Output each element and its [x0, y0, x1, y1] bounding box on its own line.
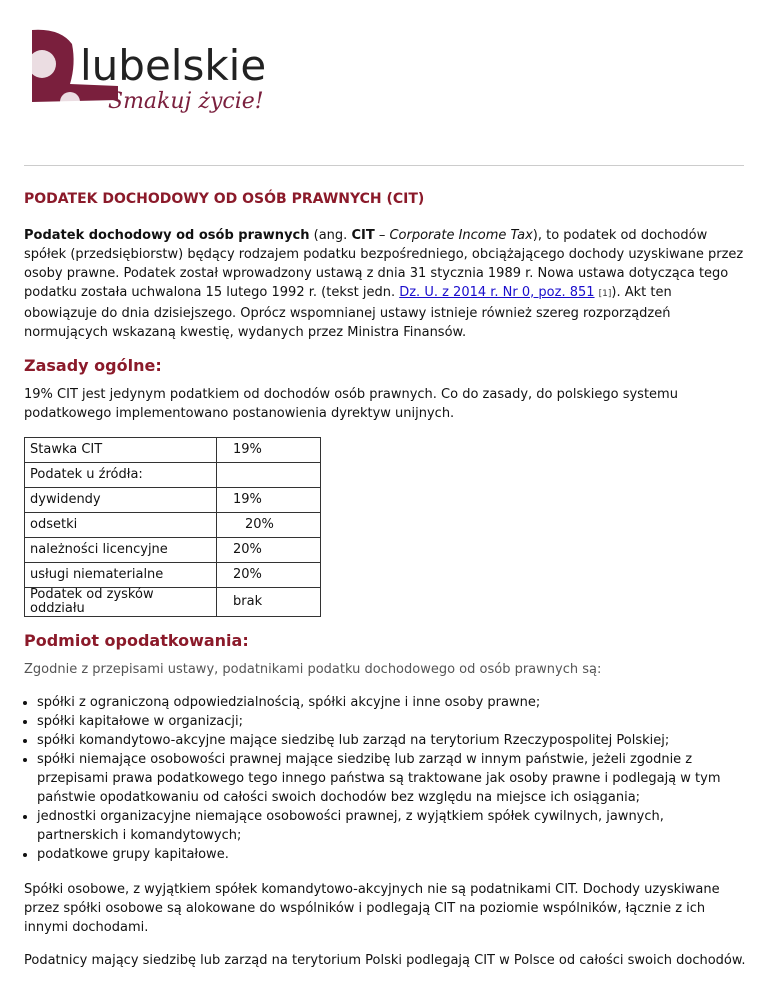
residents-paragraph: Podatnicy mający siedzibę lub zarząd na terytorium Polski podlegają CIT w Polsce od całości swoich dochodów. [24, 953, 746, 968]
taxpayers-list [24, 693, 746, 864]
general-paragraph: 19% CIT jest jedynym podatkiem od dochodów osób prawnych. Co do zasady, do polskiego systemu podatkowego implementowano postanowienia dyrektyw unijnych. [24, 387, 678, 421]
table-row [25, 513, 321, 538]
rate-label: odsetki [25, 513, 217, 538]
svg-text:lubelskie: lubelskie [80, 41, 267, 90]
section-heading-taxpayers: Podmiot opodatkowania: [24, 631, 249, 650]
table-row [25, 538, 321, 563]
list-item: • jednostki organizacyjne niemające osobowości prawnej, z wyjątkiem spółek cywilnych, jawnych, partnerskich i komandytowych; [37, 807, 746, 845]
rate-value: 19% [217, 488, 321, 513]
rate-label: usługi niematerialne [25, 563, 217, 588]
partnerships-paragraph: Spółki osobowe, z wyjątkiem spółek komandytowo-akcyjnych nie są podatnikami CIT. Dochody uzyskiwane przez spółki osobowe są alokowane do wspólników i podlegają CIT na poziomie wspólników, łącznie z ich innymi dochodami. [24, 882, 720, 935]
rate-label: Podatek u źródła: [25, 463, 217, 488]
page-title: PODATEK DOCHODOWY OD OSÓB PRAWNYCH (CIT) [24, 191, 425, 207]
rate-label: Stawka CIT [25, 438, 217, 463]
rate-label: Podatek od zysków oddziału [25, 588, 217, 617]
list-item: • spółki z ograniczoną odpowiedzialnością, spółki akcyjne i inne osoby prawne; [37, 693, 746, 712]
taxpayers-lead: Zgodnie z przepisami ustawy, podatnikami podatku dochodowego od osób prawnych są: [24, 662, 602, 677]
rates-table [24, 437, 321, 617]
rate-value: 20% [217, 513, 321, 538]
rate-value [217, 463, 321, 488]
table-row [25, 463, 321, 488]
rate-label: należności licencyjne [25, 538, 217, 563]
intro-paragraph: Podatek dochodowy od osób prawnych (ang. CIT – Corporate Income Tax), to podatek od dochodów spółek (przedsiębiorstw) będący rodzajem podatku bezpośredniego, obciążającego dochody uzyskiwane przez osoby prawne. Podatek został wprowadzony ustawą z dnia 31 stycznia 1989 r. Nowa ustawa dotycząca tego podatku została uchwalona 15 lutego 1992 r. (tekst jedn. Dz. U. z 2014 r. Nr 0, poz. 851 [1]). Akt ten obowiązuje do dnia dzisiejszego. Oprócz wspomnianej ustawy istnieje również szereg rozporządzeń normujących wskazaną kwestię, wydanych przez Ministra Finansów. [24, 228, 744, 340]
rate-value: brak [217, 588, 321, 617]
rate-value: 20% [217, 538, 321, 563]
table-row [25, 488, 321, 513]
rate-value: 20% [217, 563, 321, 588]
list-item: • spółki niemające osobowości prawnej mające siedzibę lub zarząd w innym państwie, jeżeli zgodnie z przepisami prawa podatkowego tego innego państwa są traktowane jak osoby prawne i podlegają w tym państwie opodatkowaniu od całości swoich dochodów bez względu na miejsce ich osiągania; [37, 750, 746, 807]
section-heading-general: Zasady ogólne: [24, 356, 162, 375]
list-item: • spółki kapitałowe w organizacji; [37, 712, 746, 731]
list-item: • spółki komandytowo-akcyjne mające siedzibę lub zarząd na terytorium Rzeczypospolitej Polskiej; [37, 731, 746, 750]
table-row [25, 438, 321, 463]
list-item: • podatkowe grupy kapitałowe. [37, 845, 746, 864]
table-row [25, 588, 321, 617]
rate-value: 19% [217, 438, 321, 463]
table-row [25, 563, 321, 588]
rate-label: dywidendy [25, 488, 217, 513]
footnote-ref[interactable]: [1] [598, 289, 612, 299]
svg-text:Smakuj życie!: Smakuj życie! [108, 89, 264, 114]
lubelskie-logo [30, 24, 270, 114]
law-link[interactable]: Dz. U. z 2014 r. Nr 0, poz. 851 [399, 285, 595, 300]
divider [24, 165, 744, 166]
